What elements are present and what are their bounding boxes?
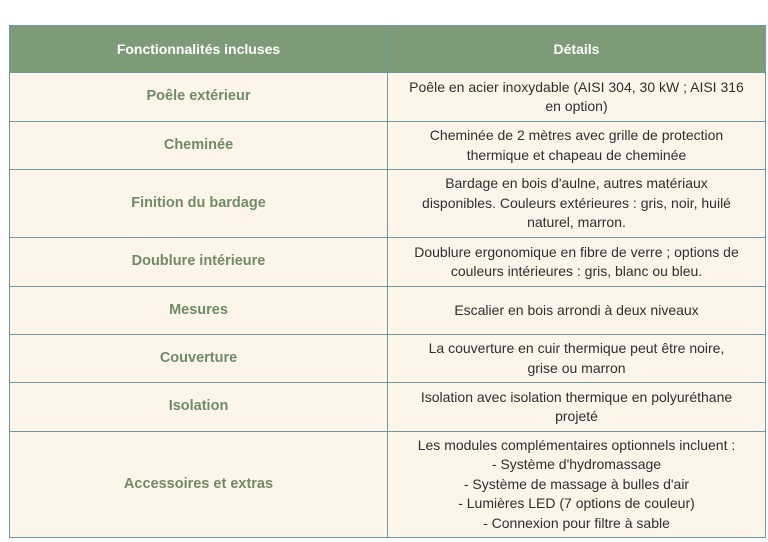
- header-row: [10, 26, 766, 73]
- table-row: [10, 238, 766, 287]
- details-cell: [388, 238, 766, 287]
- details-cell: [388, 383, 766, 432]
- detail-line: Cheminée de 2 mètres avec grille de protection: [429, 127, 724, 143]
- table-row: [10, 73, 766, 122]
- feature-cell: Doublure intérieure: [10, 238, 388, 287]
- detail-line: Les modules complémentaires optionnels incluent :: [417, 436, 736, 453]
- detail-line: - Connexion pour filtre à sable: [483, 514, 670, 531]
- detail-line: Doublure ergonomique en fibre de verre ; options de: [414, 243, 739, 260]
- detail-line: thermique et chapeau de cheminée: [466, 146, 687, 163]
- header-details: Détails: [388, 26, 766, 73]
- table-row: [10, 287, 766, 335]
- details-cell: [388, 170, 766, 238]
- detail-line: grise ou marron: [527, 359, 626, 376]
- features-table-container: [9, 25, 765, 538]
- details-cell: [388, 432, 766, 538]
- detail-line: couleurs intérieures : gris, blanc ou bleu.: [450, 263, 703, 279]
- detail-line: - Système d'hydromassage: [491, 456, 662, 473]
- detail-line: projeté: [555, 408, 598, 424]
- detail-line: - Lumières LED (7 options de couleur): [458, 495, 695, 512]
- detail-line: Escalier en bois arrondi à deux niveaux: [454, 301, 699, 318]
- feature-cell: Accessoires et extras: [10, 432, 388, 538]
- detail-line: La couverture en cuir thermique peut être noire,: [428, 340, 725, 356]
- detail-line: en option): [545, 98, 608, 114]
- feature-cell: Mesures: [10, 287, 388, 335]
- detail-line: disponibles. Couleurs extérieures : gris, noir, huilé: [422, 194, 731, 211]
- features-table: [9, 25, 766, 538]
- details-cell: [388, 73, 766, 122]
- detail-line: Poêle en acier inoxydable (AISI 304, 30 kW ; AISI 316: [409, 78, 744, 95]
- detail-line: naturel, marron.: [527, 214, 626, 231]
- detail-line: - Système de massage à bulles d'air: [463, 475, 690, 492]
- feature-cell: Finition du bardage: [10, 170, 388, 238]
- details-cell: [388, 287, 766, 335]
- details-cell: [388, 122, 766, 170]
- table-row: [10, 335, 766, 383]
- feature-cell: Couverture: [10, 335, 388, 383]
- details-cell: [388, 335, 766, 383]
- table-row: [10, 122, 766, 170]
- header-features: Fonctionnalités incluses: [10, 26, 388, 73]
- detail-line: Bardage en bois d'aulne, autres matériaux: [445, 175, 708, 192]
- feature-cell: Poêle extérieur: [10, 73, 388, 122]
- table-row: [10, 432, 766, 538]
- table-row: [10, 383, 766, 432]
- table-body: [10, 73, 766, 538]
- table-row: [10, 170, 766, 238]
- detail-line: Isolation avec isolation thermique en polyuréthane: [420, 388, 733, 405]
- feature-cell: Isolation: [10, 383, 388, 432]
- feature-cell: Cheminée: [10, 122, 388, 170]
- table-header: [10, 26, 766, 73]
